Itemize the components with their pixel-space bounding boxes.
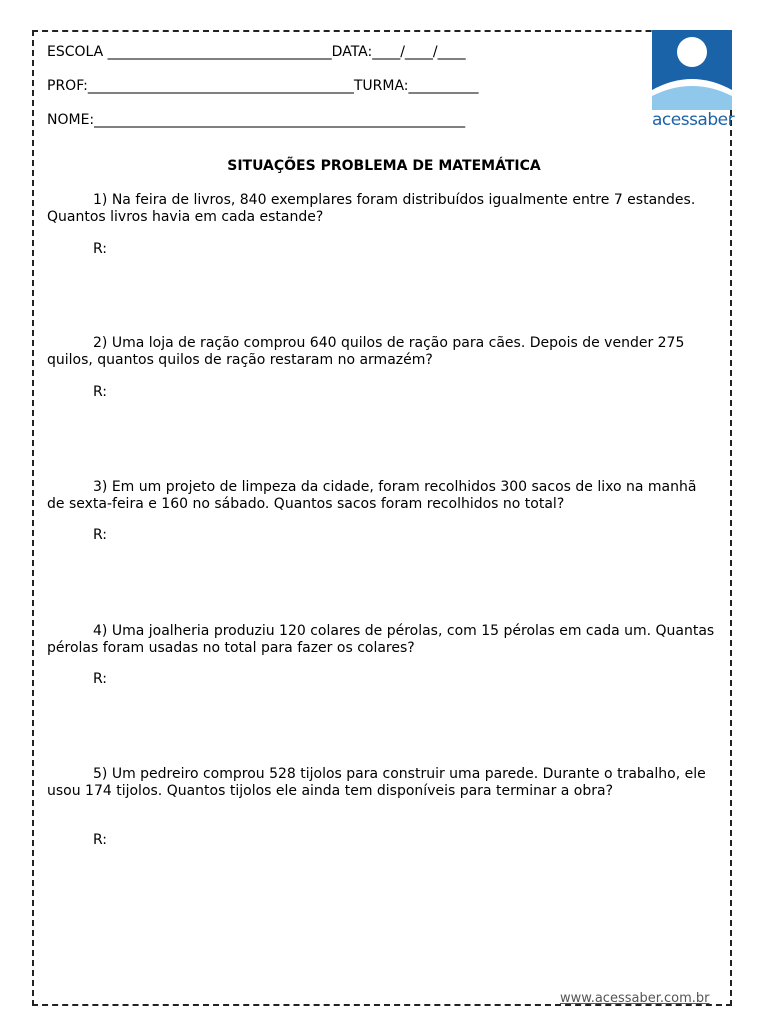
question-1: 1) Na feira de livros, 840 exemplares foram distribuídos igualmente entre 7 estandes. Quantos livros havia em cada estande? — [47, 192, 696, 225]
logo-text: acessaber — [652, 110, 735, 130]
school-date-line[interactable]: ESCOLA ________________________________DATA:____/____/____ — [47, 44, 466, 60]
question-5: 5) Um pedreiro comprou 528 tijolos para construir uma parede. Durante o trabalho, ele usou 174 tijolos. Quantos tijolos ele ainda tem disponíveis para terminar a obra? — [47, 766, 706, 799]
answer-label-1[interactable]: R: — [93, 241, 108, 257]
footer-link[interactable]: www.acessaber.com.br — [560, 991, 710, 1006]
answer-label-5[interactable]: R: — [93, 832, 108, 848]
answer-label-3[interactable]: R: — [93, 527, 108, 543]
question-4: 4) Uma joalheria produziu 120 colares de pérolas, com 15 pérolas em cada um. Quantas pérolas foram usadas no total para fazer os colares? — [47, 623, 715, 656]
teacher-class-line[interactable]: PROF:______________________________________TURMA:__________ — [47, 78, 479, 94]
answer-label-4[interactable]: R: — [93, 671, 108, 687]
page-border — [32, 30, 735, 1006]
question-3: 3) Em um projeto de limpeza da cidade, foram recolhidos 300 sacos de lixo na manhã de sexta-feira e 160 no sábado. Quantos sacos foram recolhidos no total? — [47, 479, 697, 512]
page-title: SITUAÇÕES PROBLEMA DE MATEMÁTICA — [227, 158, 541, 174]
name-line[interactable]: NOME:_____________________________________________________ — [47, 112, 466, 128]
answer-label-2[interactable]: R: — [93, 384, 108, 400]
question-2: 2) Uma loja de ração comprou 640 quilos de ração para cães. Depois de vender 275 quilos, quantos quilos de ração restaram no armazém? — [47, 335, 685, 368]
